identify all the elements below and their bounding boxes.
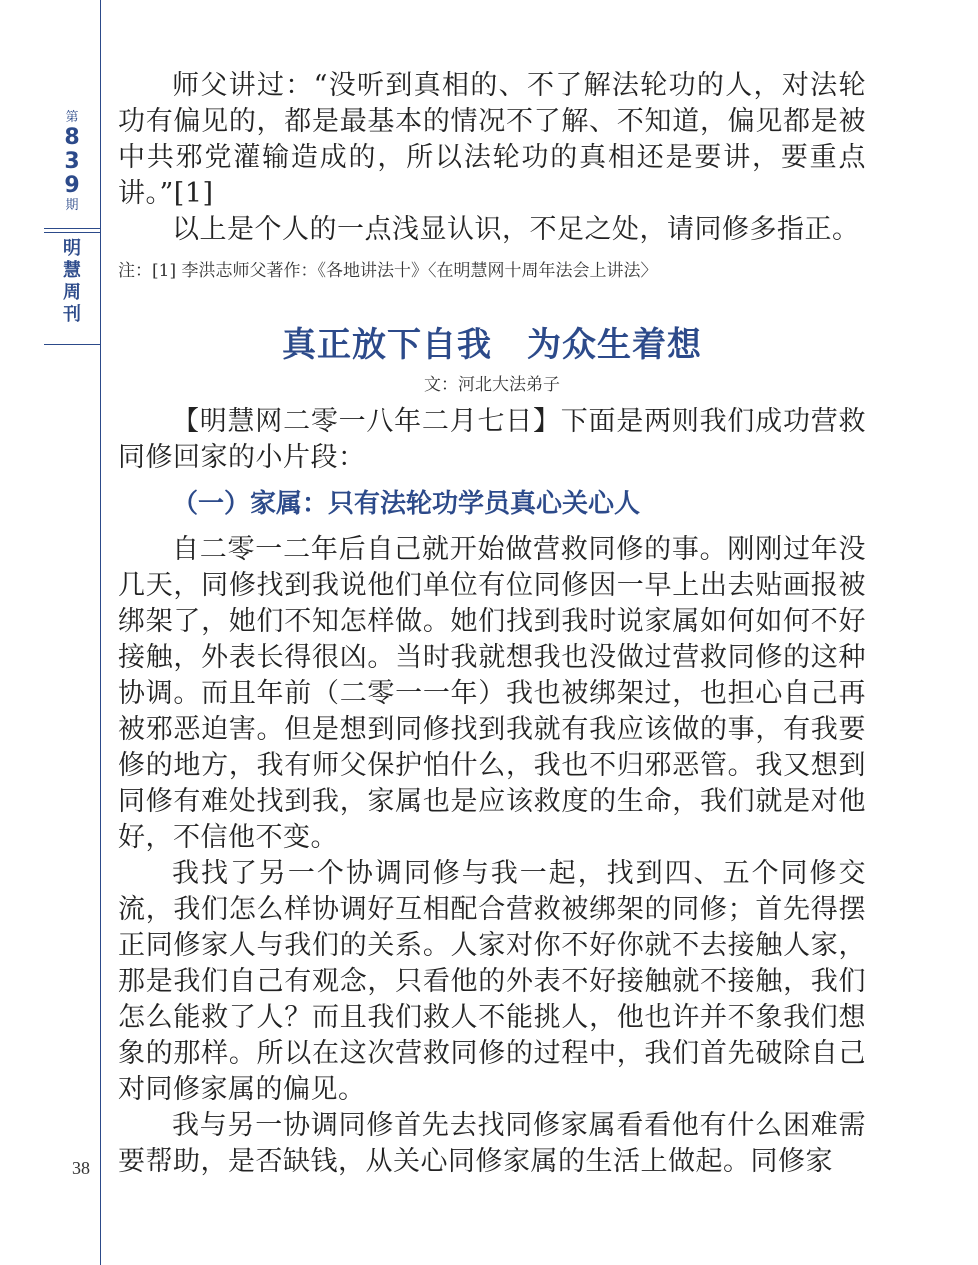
section-heading: （一）家属：只有法轮功学员真心关心人 bbox=[172, 489, 641, 519]
footnote: 注：[1] 李洪志师父著作：《各地讲法十》〈在明慧网十周年法会上讲法〉 bbox=[118, 261, 658, 281]
issue-digit-2: 3 bbox=[64, 149, 80, 174]
page-number: 38 bbox=[72, 1158, 90, 1178]
issue-digit-3: 9 bbox=[64, 173, 80, 198]
publication-name bbox=[44, 238, 100, 326]
intro-paragraph: 【明慧网二零一八年二月七日】下面是两则我们成功营救同修回家的小片段： bbox=[118, 406, 866, 473]
publication-char-2: 慧 bbox=[63, 260, 81, 281]
issue-suffix: 期 bbox=[65, 198, 79, 213]
publication-char-3: 周 bbox=[63, 282, 81, 303]
article-author: 文：河北大法弟子 bbox=[424, 375, 560, 395]
issue-separator-bottom bbox=[44, 232, 100, 233]
publication-underline bbox=[44, 344, 100, 345]
quote-paragraph: 师父讲过：“没听到真相的、不了解法轮功的人，对法轮功有偏见的，都是最基本的情况不了解、不知道，偏见都是被中共邪党灌输造成的，所以法轮功的真相还是要讲，要重点讲。”[1] bbox=[118, 70, 866, 209]
issue-digit-1: 8 bbox=[64, 125, 80, 150]
body-paragraph: 自二零一二年后自己就开始做营救同修的事。刚刚过年没几天，同修找到我说他们单位有位同修因一早上出去贴画报被绑架了，她们不知怎样做。她们找到我时说家属如何如何不好接触，外表长得很凶。当时我就想我也没做过营救同修的这种协调。而且年前（二零一一年）我也被绑架过，也担心自己再被邪恶迫害。但是想到同修找到我就有我应该做的事，有我要修的地方，我有师父保护怕什么，我也不归邪恶管。我又想到同修有难处找到我，家属也是应该救度的生命，我们就是对他好，不信他不变。 bbox=[118, 534, 866, 853]
sidebar-divider-line bbox=[100, 0, 101, 1265]
issue-sidebar bbox=[44, 110, 100, 346]
issue-prefix: 第 bbox=[65, 110, 79, 125]
body-paragraph: 我找了另一个协调同修与我一起，找到四、五个同修交流，我们怎么样协调好互相配合营救被绑架的同修；首先得摆正同修家人与我们的关系。人家对你不好你就不去接触人家，那是我们自己有观念，只看他的外表不好接触就不接触，我们怎么能救了人？而且我们救人不能挑人，他也许并不象我们想象的那样。所以在这次营救同修的过程中，我们首先破除自己对同修家属的偏见。 bbox=[118, 858, 866, 1105]
publication-char-1: 明 bbox=[63, 238, 81, 259]
page-content bbox=[118, 68, 866, 1180]
body-paragraph: 我与另一协调同修首先去找同修家属看看他有什么困难需要帮助，是否缺钱，从关心同修家属的生活上做起。同修家 bbox=[118, 1110, 866, 1177]
closing-paragraph: 以上是个人的一点浅显认识，不足之处，请同修多指正。 bbox=[172, 214, 860, 245]
issue-separator-top bbox=[44, 228, 100, 229]
publication-char-4: 刊 bbox=[63, 304, 81, 325]
article-title: 真正放下自我 为众生着想 bbox=[282, 325, 702, 365]
